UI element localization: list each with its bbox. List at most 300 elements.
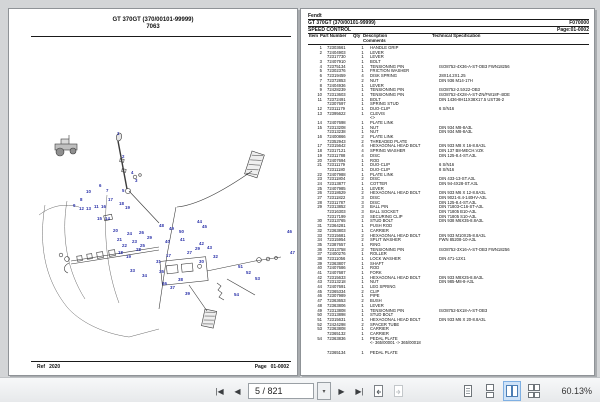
cell-part: 72311056: [327, 255, 346, 261]
callout-number: 10: [86, 189, 91, 194]
cell-item: 18: [317, 148, 322, 154]
callout-number: 17: [108, 197, 113, 202]
cell-part: 72317121: [327, 148, 346, 154]
cell-item: 22: [317, 171, 322, 177]
callout-number: 29: [195, 246, 200, 251]
cell-desc: PUSH ROD: [370, 223, 393, 229]
cell-spec: DIN 125-8.4-ST.A3L: [439, 199, 477, 205]
cell-qty: 1: [361, 349, 364, 355]
cell-spec: 6 S/N16: [439, 105, 455, 111]
cell-desc: HEXAGONAL HEAD BOLT: [370, 143, 421, 149]
cell-part: 72311787: [327, 199, 346, 205]
cell-part: 72424298: [327, 321, 346, 327]
cell-part: 72315681: [327, 232, 346, 238]
cell-item: 13: [317, 110, 322, 116]
figure-number: 7063: [146, 24, 160, 30]
cell-qty: 1: [361, 241, 364, 247]
tractor-icon: [55, 135, 77, 156]
cell-spec: DIN 9021-8.4-140HV-A3L: [439, 195, 487, 200]
cell-qty: 1: [361, 63, 364, 69]
cell-item: 48: [317, 302, 322, 308]
cell-item: 44: [317, 284, 322, 290]
callout-number: 19: [125, 205, 130, 210]
cell-qty: 1: [361, 124, 364, 130]
cell-desc: CLIP: [370, 288, 380, 294]
cell-desc: PLATE LINK: [370, 134, 394, 140]
cell-item: 28: [317, 199, 322, 205]
callout-number: 28: [136, 247, 141, 252]
cell-part: 72317730: [327, 54, 346, 60]
callout-number: 17: [166, 253, 171, 258]
cell-item: 2: [319, 49, 322, 55]
callout-number: 21: [117, 237, 122, 242]
callout-number: 23: [132, 239, 137, 244]
cell-desc: PLATE LINK: [370, 120, 394, 125]
cell-part: 72375134: [327, 63, 346, 69]
cell-qty: 1: [361, 180, 364, 186]
cell-desc: TENSIONING PIN: [370, 63, 405, 69]
previous-page-button[interactable]: ◀: [230, 383, 245, 399]
page-ref: Page:01-0002: [557, 27, 589, 33]
continuous-page-icon: [484, 384, 496, 398]
page-navigation-group: [212, 382, 407, 400]
cell-desc: BOLT: [370, 96, 381, 102]
cell-qty: 1: [361, 316, 364, 322]
cell-item: 25: [317, 185, 322, 191]
cell-part: 72315642: [327, 143, 346, 149]
cell-desc: DISC: [370, 199, 381, 205]
callout-number: 32: [213, 254, 218, 259]
cell-item: 6: [319, 73, 322, 79]
cell-spec: DIN 71805 S10-A3L: [439, 213, 477, 219]
facing-pages-layout-button[interactable]: [503, 381, 521, 401]
cell-desc: SPRING WASHER: [370, 148, 406, 154]
cell-item: 45: [317, 288, 322, 294]
cell-qty: 1: [361, 227, 364, 233]
callout-number: 20: [113, 228, 118, 233]
cell-desc: LEVER: [370, 49, 384, 55]
callout-number: 6: [99, 183, 102, 188]
cell-item: 47: [317, 298, 322, 304]
cell-qty: 2: [361, 246, 364, 252]
cell-item: 34: [317, 237, 322, 243]
cell-desc: HEXAGONAL HEAD BOLT: [370, 232, 421, 238]
cell-item: 39: [317, 260, 322, 266]
cell-qty: 1: [361, 185, 364, 191]
cell-spec: DIN 471-12X1: [439, 255, 466, 261]
cell-qty: 1: [361, 82, 364, 88]
cell-item: 36: [317, 246, 322, 252]
cell-part: 72311804: [327, 176, 346, 182]
cell-qty: 4: [361, 152, 364, 158]
cell-item: 5: [319, 68, 322, 74]
cell-item: 46: [317, 293, 322, 299]
cell-qty: 1: [361, 110, 364, 116]
callout-number: 18: [118, 250, 123, 255]
cell-qty: 1: [361, 68, 364, 74]
cell-qty: 1: [361, 54, 364, 60]
cell-desc: TENSIONING PIN: [370, 91, 405, 97]
cell-part: 72318629: [327, 190, 346, 196]
cell-desc: HEXAGONAL HEAD BOLT: [370, 190, 421, 196]
next-view-button[interactable]: [390, 383, 407, 400]
cell-qty: 1: [361, 293, 364, 299]
cell-part: 72387657: [327, 241, 346, 247]
callout-number: 15: [97, 216, 102, 221]
cell-desc: STUD BOLT: [370, 312, 394, 318]
callout-number: 39: [185, 291, 190, 296]
callout-number: 33: [130, 268, 135, 273]
cell-part: 72311180: [327, 166, 346, 172]
section-title: SPEED CONTROL: [308, 27, 352, 33]
cell-qty: 1: [361, 96, 364, 102]
cell-item: 35: [317, 241, 322, 247]
cell-spec: FWN 85208-10-A3L: [439, 237, 477, 243]
cell-spec: DIN 934 M8-8A3L: [439, 124, 473, 130]
col-technical-specification: Technical Specification: [432, 33, 481, 38]
zoom-level-indicator[interactable]: 60.13%: [561, 386, 592, 396]
cell-part: 72363808: [327, 326, 346, 332]
cell-part: 72428239: [327, 87, 346, 93]
callout-number: 13: [86, 206, 91, 211]
cell-qty: 1: [361, 260, 364, 266]
cell-spec: 8 S/N16: [439, 166, 455, 172]
callout-number: 53: [255, 276, 260, 281]
cell-desc: FORK: [370, 270, 382, 275]
cell-desc: LEVER: [370, 185, 384, 191]
single-page-layout-button[interactable]: [459, 381, 477, 401]
callout-number: 16: [101, 204, 106, 209]
facing-pages-icon: [505, 384, 519, 398]
cell-item: 10: [317, 91, 322, 97]
cell-qty: 4: [361, 143, 364, 149]
cell-item: 8: [319, 82, 322, 88]
cell-desc: LOCK WASHER: [370, 255, 401, 261]
cell-item: 51: [317, 316, 322, 322]
cell-desc: ROD: [370, 157, 380, 163]
cell-item: 12: [317, 105, 322, 111]
cell-item: 16: [317, 134, 322, 140]
cell-qty: 2: [361, 237, 364, 243]
callout-number: 4: [131, 170, 134, 175]
cell-desc: SHAFT: [370, 260, 384, 266]
cell-desc: DISK SPRING: [370, 73, 397, 79]
first-page-button[interactable]: |◀: [212, 383, 227, 399]
cell-desc: TENSIONING PIN: [370, 307, 405, 313]
cell-qty: 1: [361, 302, 364, 308]
cell-qty: 1: [361, 223, 364, 229]
cell-qty: 1: [361, 157, 364, 163]
col-description: Description: [363, 33, 388, 38]
cell-part: 72313238: [327, 129, 346, 135]
cell-spec: 6 S/N16: [439, 162, 455, 168]
footer-ref: Ref 2020: [37, 364, 61, 370]
table-row: [308, 351, 592, 356]
cell-spec: ISO8752-4X28-A-ST-ZN/FW18F-4IDE: [439, 91, 510, 97]
cell-desc: LEVER: [370, 302, 384, 308]
cell-qty: 1: [361, 105, 364, 111]
previous-view-button[interactable]: [370, 383, 387, 400]
callout-number: 1: [117, 131, 120, 136]
cell-qty: 1: [361, 129, 364, 135]
cell-item: 4: [319, 63, 322, 69]
cell-qty: 1: [361, 87, 364, 93]
cell-qty: 3: [361, 213, 364, 219]
cell-qty: 1: [361, 59, 364, 65]
cell-qty: 1: [361, 166, 364, 172]
cell-part: 72313765: [327, 218, 346, 224]
left-page-footer: [33, 364, 289, 370]
cell-qty: 1: [361, 335, 364, 341]
cell-spec: DIN 1436-8H11X38X17.5 UST36-2: [439, 96, 505, 102]
doc-code: F070000: [569, 20, 589, 26]
cell-desc: BALL SOCKET: [370, 209, 399, 215]
cell-item: 17: [317, 143, 322, 149]
cell-desc: PLATE LINK: [370, 171, 394, 177]
cell-desc: PEDAL PLATE: [370, 335, 398, 341]
cell-spec: DIN 985-M8-8-A3L: [439, 279, 475, 285]
continuous-facing-layout-button[interactable]: [525, 381, 543, 401]
cell-desc: PIPE: [370, 293, 380, 299]
cell-item: 41: [317, 270, 322, 275]
cell-qty: 1: [361, 162, 364, 168]
exploded-parts-diagram: [9, 9, 297, 375]
cell-part: 72311788: [327, 152, 346, 158]
cell-desc: DISC: [370, 176, 381, 182]
cell-part: 72313758: [327, 246, 346, 252]
cell-qty: 1: [361, 326, 364, 332]
cell-qty: 2: [361, 176, 364, 182]
cell-spec: DIN 71805 B10-A3L: [439, 209, 477, 215]
cell-desc: SECURING CLIP: [370, 213, 403, 219]
cell-qty: 1: [361, 49, 364, 55]
cell-qty: 1: [361, 91, 364, 97]
cell-part: 72307697: [327, 101, 346, 107]
cell-item: 19: [317, 152, 322, 158]
callout-number: 9: [73, 203, 76, 208]
callout-number: 52: [246, 270, 251, 275]
cell-qty: 2: [361, 190, 364, 196]
right-page: [300, 8, 595, 376]
left-page: [8, 8, 298, 376]
cell-part: 72311179: [327, 162, 346, 168]
cell-qty: 2: [361, 77, 364, 83]
callout-number: 46: [287, 229, 292, 234]
cell-item: 1: [319, 46, 322, 50]
callout-number: 48: [159, 223, 164, 228]
cell-desc: ROD: [370, 265, 380, 271]
single-page-icon: [462, 384, 474, 398]
cell-desc: NUT: [370, 279, 379, 285]
cell-part: 72313603: [327, 91, 346, 97]
cell-part: 72313218: [327, 279, 346, 285]
callout-number: 34: [142, 273, 147, 278]
cell-item: 21: [317, 162, 322, 168]
cell-item: 11: [317, 96, 322, 102]
page-number-input[interactable]: 5 / 821: [248, 383, 314, 399]
cell-qty: 2: [361, 138, 364, 144]
cell-desc: DISC: [370, 152, 381, 158]
cell-item: 38: [317, 255, 322, 261]
cell-part: 72315633: [327, 274, 346, 280]
callout-number: 19: [126, 254, 131, 259]
cell-item: 27: [317, 195, 322, 200]
cell-item: 23: [317, 176, 322, 182]
cell-desc: CARRIER: [370, 330, 389, 336]
cell-item: 32: [317, 227, 322, 233]
cell-part: 72363807: [327, 260, 346, 266]
cell-qty: 1: [361, 274, 364, 280]
cell-spec: DIN 933 M6 X 20-8.8A3L: [439, 316, 486, 322]
callout-number: 45: [202, 224, 207, 229]
callout-number: 35: [159, 269, 164, 274]
callout-number: 29: [147, 235, 152, 240]
previous-view-icon: [372, 384, 385, 398]
cell-desc: CARRIER: [370, 227, 389, 233]
cell-item: 7: [319, 77, 322, 83]
cell-qty: 1: [361, 270, 364, 275]
cell-item: 14: [317, 120, 322, 125]
cell-part: 72311822: [327, 195, 346, 200]
cell-qty: 1: [361, 255, 364, 261]
callout-number: 2: [122, 154, 125, 159]
col-comments: Comments: [363, 37, 386, 43]
footer-rule: [31, 361, 291, 362]
callout-number: 51: [238, 264, 243, 269]
callout-number: 25: [140, 243, 145, 248]
cell-item: 3: [319, 59, 322, 65]
cell-desc: DISC: [370, 195, 381, 200]
cell-spec: 28X14.2X1.25: [439, 73, 466, 79]
cell-qty: 2: [361, 288, 364, 294]
cell-desc: NUT: [370, 77, 379, 83]
cell-item: 43: [317, 279, 322, 285]
page-dropdown-button[interactable]: ▾: [317, 382, 331, 400]
cell-qty: 1: [361, 284, 364, 290]
cell-desc: DUO-CLIP: [370, 162, 391, 168]
last-page-button[interactable]: ▶|: [352, 383, 367, 399]
cell-desc: TENSIONING PIN: [370, 246, 405, 252]
cell-spec: DIN 433-13-ST.A3L: [439, 176, 476, 182]
cell-part: 72363653: [327, 298, 346, 304]
cell-item: 29: [317, 204, 322, 210]
model-title: GT 370GT (370/00101-99999): [112, 17, 194, 23]
cell-qty: 1: [361, 307, 364, 313]
cell-part: 72313877: [327, 180, 346, 186]
next-view-icon: [392, 384, 405, 398]
callout-number: 11: [94, 204, 99, 209]
cell-desc: BUSH: [370, 298, 382, 304]
cell-part: 72365134: [327, 349, 346, 355]
cell-spec: DIN 938 M6X35-8.8A3L: [439, 218, 484, 224]
cell-part: 72313852: [327, 204, 346, 210]
cell-qty: 1: [361, 218, 364, 224]
cell-qty: 1: [361, 120, 364, 125]
cell-qty: 1: [361, 279, 364, 285]
cell-item: 9: [319, 87, 322, 93]
callout-number: 8: [80, 197, 83, 202]
continuous-facing-icon: [527, 384, 541, 398]
col-item: Item: [309, 33, 319, 38]
cell-part: 72364281: [327, 223, 346, 229]
cell-spec: ISO8752-4X36-A-ST-OB3 FWN18256: [439, 63, 510, 69]
callout-number: 47: [290, 250, 295, 255]
continuous-layout-button[interactable]: [481, 381, 499, 401]
cell-part: 72407698: [327, 120, 346, 125]
cell-qty: 1: [361, 171, 364, 177]
cell-qty: 2: [361, 298, 364, 304]
cell-desc: NUT: [370, 129, 379, 135]
cell-item: 15: [317, 124, 322, 130]
cell-spec: DIN 936 M14-17H: [439, 77, 473, 83]
cell-part: 72400866: [327, 134, 346, 140]
cell-part: 72315631: [327, 316, 346, 322]
callout-number: 54: [234, 292, 239, 297]
cell-part: 72407687: [327, 270, 346, 275]
cell-desc: SPLIT WASHER: [370, 237, 401, 243]
callout-number: 26: [139, 230, 144, 235]
cell-desc: ROLLER: [370, 251, 387, 257]
cell-desc: <>: [370, 115, 375, 121]
cell-part: 72407694: [327, 157, 346, 163]
cell-desc: LEVER: [370, 54, 384, 60]
cell-part: 72313898: [327, 312, 346, 318]
cell-part: 72352943: [327, 138, 346, 144]
cell-desc: BOLT: [370, 59, 381, 65]
cell-desc: THREADED PLATE: [370, 138, 408, 144]
cell-item: 20: [317, 157, 322, 163]
callout-number: 43: [207, 245, 212, 250]
next-page-button[interactable]: ▶: [334, 383, 349, 399]
cell-qty: 1: [361, 251, 364, 257]
cell-spec: DIN 125-8.4-ST.A3L: [439, 152, 477, 158]
cell-item: 30: [317, 218, 322, 224]
callout-number: 38: [178, 277, 183, 282]
cell-part: 72372853: [327, 77, 346, 83]
cell-desc: DUO-CLIP: [370, 166, 391, 172]
cell-part: 72407985: [327, 185, 346, 191]
cell-item: 53: [317, 326, 322, 332]
cell-part: 72407686: [327, 265, 346, 271]
callout-number: 42: [199, 241, 204, 246]
cell-desc: CLEVIS: [370, 110, 385, 116]
callout-number: 27: [187, 250, 192, 255]
callout-number: 36: [162, 281, 167, 286]
cell-part: 72407691: [327, 284, 346, 290]
callout-number: 37: [170, 285, 175, 290]
cell-part: 72311179: [327, 105, 346, 111]
cell-desc: CARRIER: [370, 326, 389, 332]
cell-part: 72303661: [327, 46, 346, 50]
cell-desc: LEG SPRING: [370, 284, 396, 290]
cell-part: 72317199: [327, 213, 346, 219]
cell-spec: DIN 933 M10X25-8.8A3L: [439, 232, 486, 238]
cell-spec: DIN 933 M8 X 16-8.8A3L: [439, 143, 486, 149]
footer-page: Page 01-0002: [254, 364, 289, 370]
cell-item: 52: [317, 321, 322, 327]
cell-item: 50: [317, 312, 322, 318]
cell-item: 49: [317, 307, 322, 313]
cell-qty: 1: [361, 312, 364, 318]
bottom-toolbar: [0, 377, 600, 402]
right-page-header: [308, 13, 589, 45]
cell-desc: <- 365/00001 -> 365/00018: [370, 340, 421, 346]
cell-qty: 2: [361, 232, 364, 238]
cell-item: 33: [317, 232, 322, 238]
brand-label: Fendt: [308, 13, 322, 19]
cell-desc: PEDAL PLATE: [370, 349, 398, 355]
cell-qty: 3: [361, 199, 364, 205]
